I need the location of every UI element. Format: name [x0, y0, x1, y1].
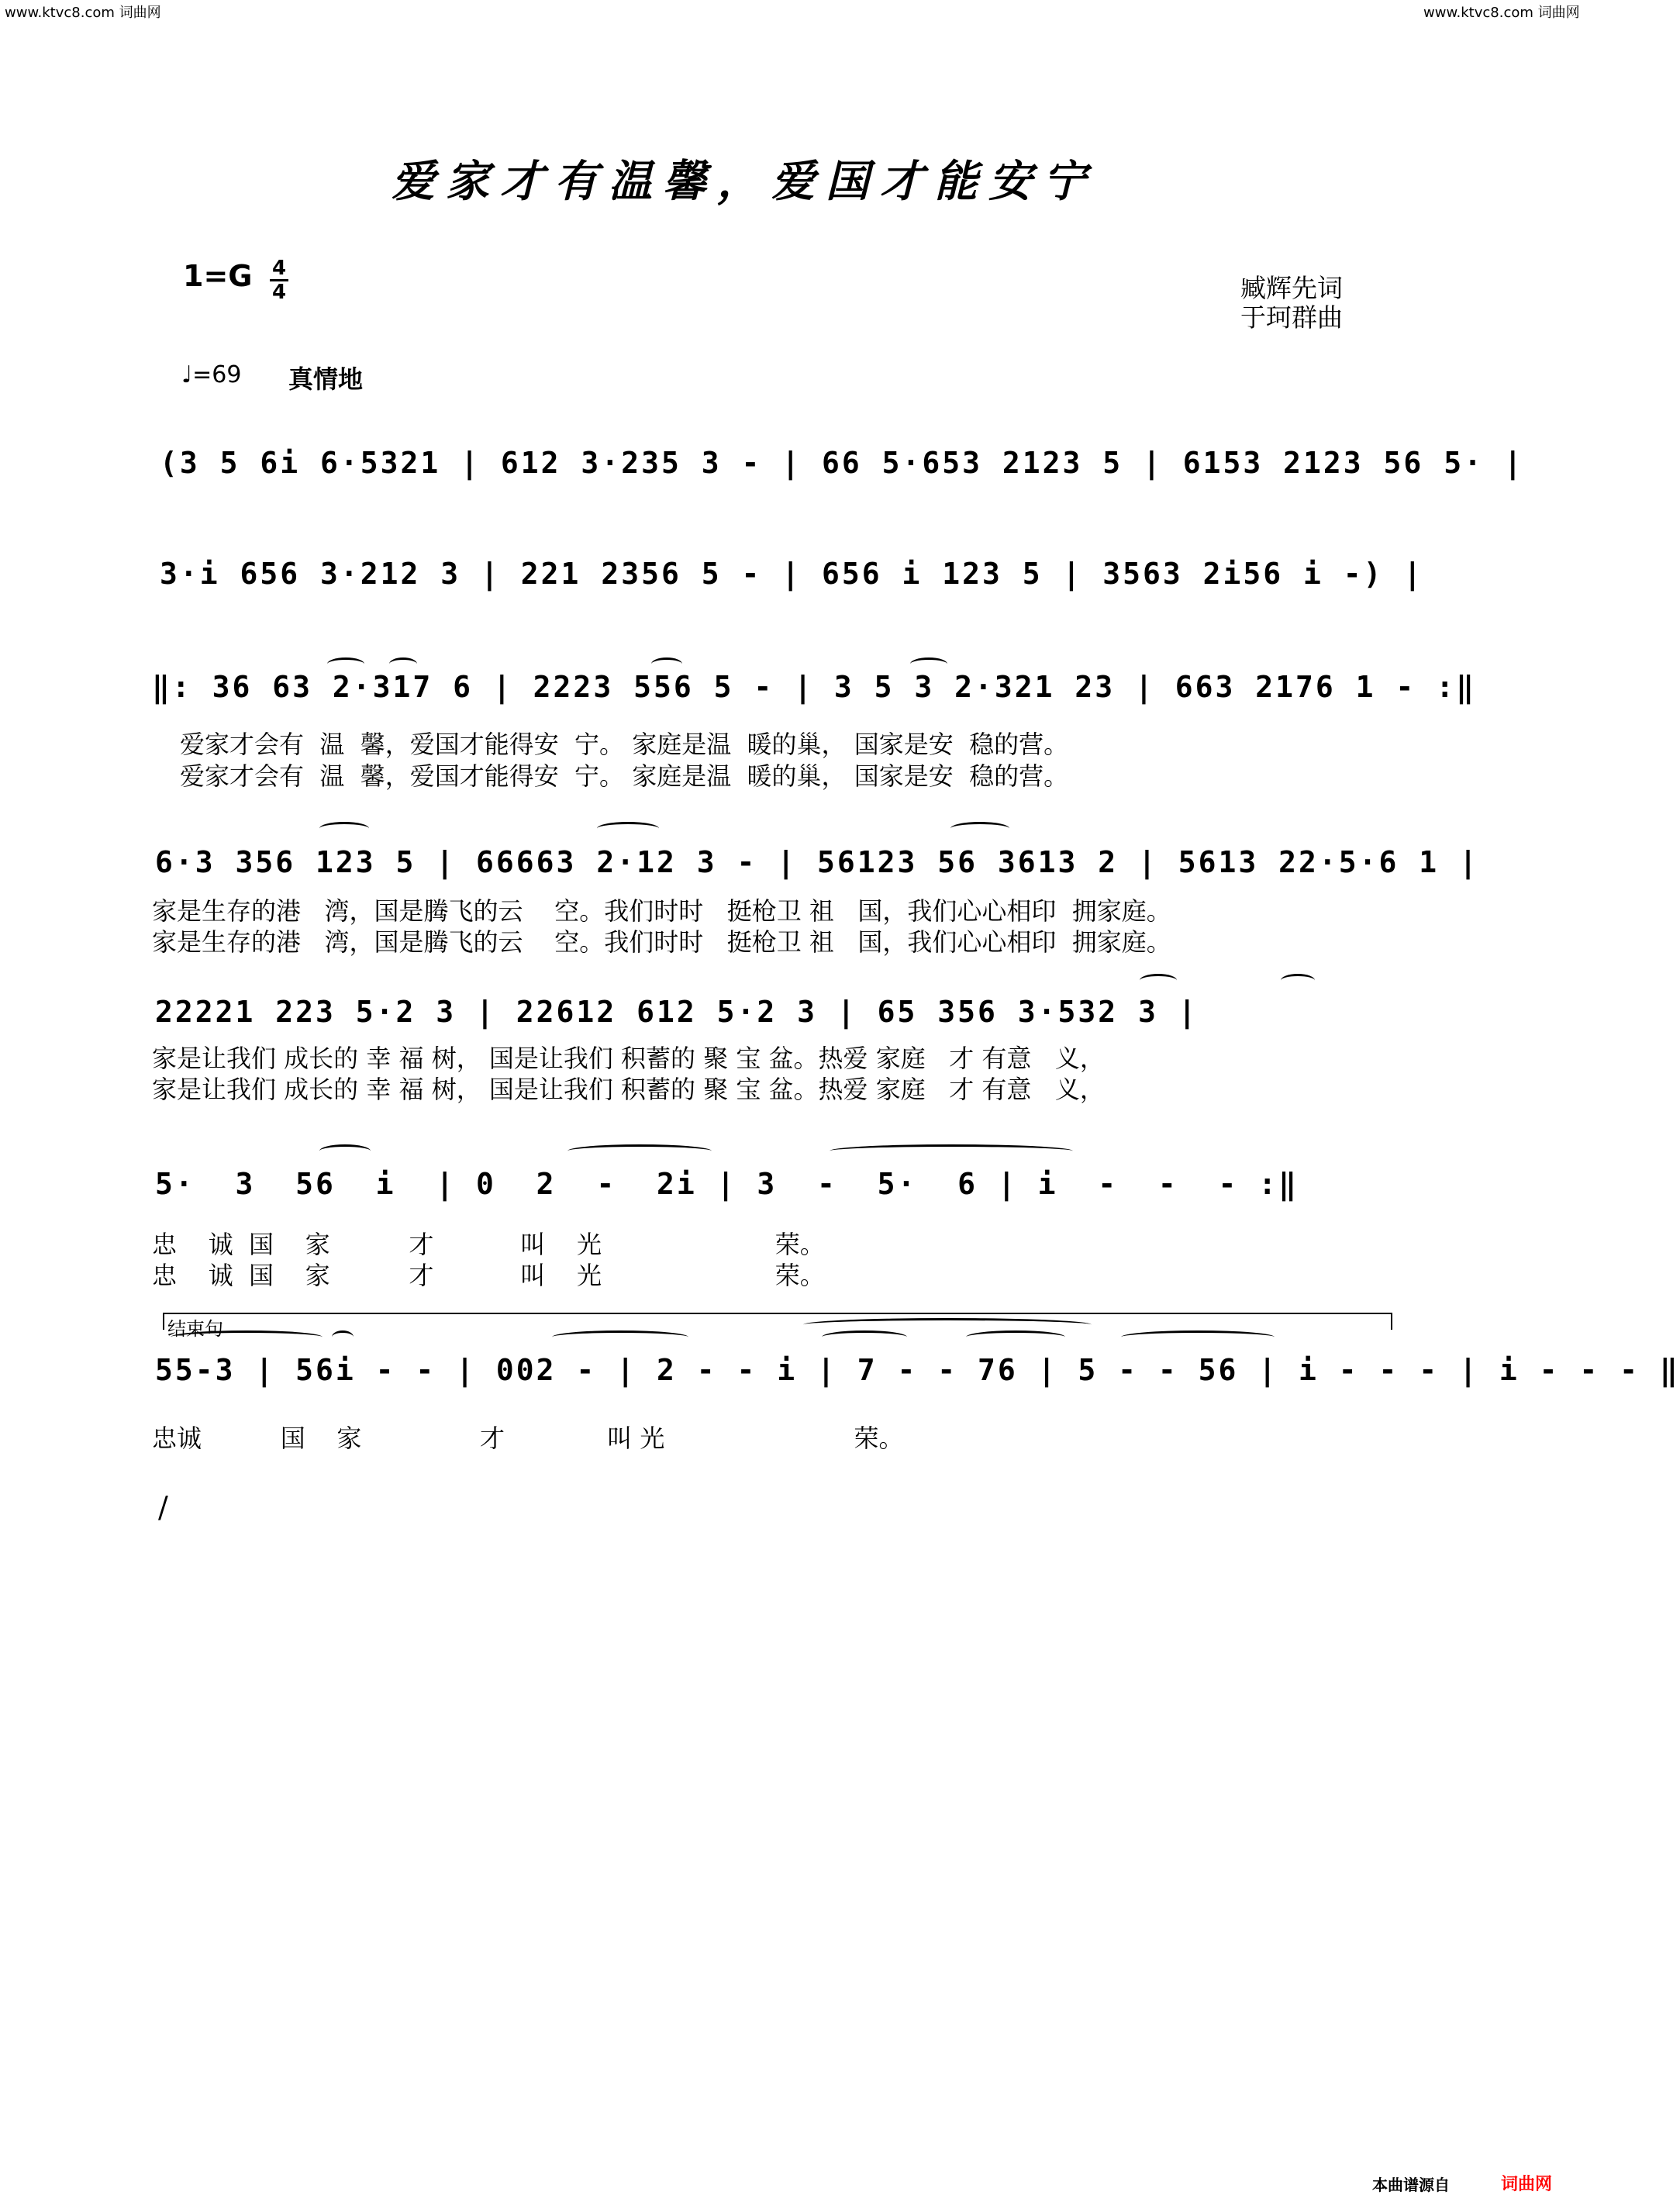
- score-row-7-notes: 55-3 | 56i - - | 002 - | 2 - - i | 7 - - 76 | 5 - - 56 | i - - - | i - - - ‖: [155, 1353, 1680, 1387]
- ending-label: 结束句: [167, 1318, 223, 1340]
- score-row-6-notes: 5· 3 56 i | 0 2 - 2i | 3 - 5· 6 | i - - - :‖: [155, 1167, 1299, 1201]
- slur-mark: [319, 1144, 371, 1158]
- score-row-5-notes: 22221 223 5·2 3 | 22612 612 5·2 3 | 65 356 3·532 3 |: [155, 995, 1199, 1029]
- slur-mark: [1121, 1330, 1275, 1344]
- score-row-4-notes: 6·3 356 123 5 | 66663 2·12 3 - | 56123 56 3613 2 | 5613 22·5·6 1 |: [155, 845, 1479, 879]
- site-url-left[interactable]: www.ktvc8.com 词曲网: [5, 5, 161, 21]
- time-signature-top: 4: [271, 257, 287, 280]
- slur-mark: [950, 822, 1009, 835]
- score-row-4-lyric-verse-1: 家是生存的港 湾，国是腾飞的云 空。我们时时 挺枪卫 祖 国，我们心心相印 拥家庭。: [152, 896, 1171, 926]
- slur-mark: [597, 822, 659, 835]
- score-row-7-lyric: 忠诚 国 家 才 叫 光 荣。: [152, 1424, 904, 1453]
- song-title: 爱家才有温馨，爱国才能安宁: [392, 156, 1097, 207]
- slur-mark: [332, 1330, 354, 1344]
- score-row-5-lyric-verse-1: 家是让我们 成长的 幸 福 树， 国是让我们 积蓄的 聚 宝 盆。热爱 家庭 才 有意 义，: [152, 1044, 1105, 1073]
- slur-mark: [651, 657, 682, 671]
- slur-mark: [803, 1318, 1092, 1331]
- site-url-right[interactable]: www.ktvc8.com 词曲网: [1423, 5, 1580, 21]
- score-row-3-notes: ‖: 36 63 2·317 6 | 2223 556 5 - | 3 5 3 2·321 23 | 663 2176 1 - :‖: [152, 670, 1476, 704]
- tempo-marking: ♩=69: [181, 361, 242, 388]
- slur-mark: [389, 657, 417, 671]
- mood-marking: 真情地: [288, 364, 364, 394]
- score-row-1-notes: (3 5 6i 6·5321 | 612 3·235 3 - | 66 5·653 2123 5 | 6153 2123 56 5· |: [160, 446, 1524, 480]
- score-row-6-lyric-verse-1: 忠 诚 国 家 才 叫 光 荣。: [152, 1230, 825, 1259]
- footer-source-label: 本曲谱源自: [1372, 2176, 1450, 2194]
- slur-mark: [1140, 974, 1177, 987]
- slur-mark: [1281, 974, 1315, 987]
- time-signature-bottom: 4: [270, 279, 288, 303]
- key-signature: 1=G: [183, 259, 253, 293]
- slur-mark: [171, 1330, 323, 1344]
- slur-mark: [822, 1330, 907, 1344]
- slur-mark: [327, 657, 364, 671]
- score-row-4-lyric-verse-2: 家是生存的港 湾，国是腾飞的云 空。我们时时 挺枪卫 祖 国，我们心心相印 拥家庭。: [152, 927, 1171, 957]
- slur-mark: [966, 1330, 1065, 1344]
- score-row-6-lyric-verse-2: 忠 诚 国 家 才 叫 光 荣。: [152, 1261, 825, 1290]
- slur-mark: [567, 1144, 712, 1158]
- footer-brand-logo[interactable]: 词曲网: [1501, 2175, 1553, 2194]
- score-row-5-lyric-verse-2: 家是让我们 成长的 幸 福 树， 国是让我们 积蓄的 聚 宝 盆。热爱 家庭 才 有意 义，: [152, 1075, 1105, 1104]
- slur-mark: [552, 1330, 688, 1344]
- slur-mark: [319, 822, 369, 835]
- time-signature: [270, 257, 288, 303]
- slur-mark: [830, 1144, 1073, 1158]
- score-row-2-notes: 3·i 656 3·212 3 | 221 2356 5 - | 656 i 123 5 | 3563 2i56 i -) |: [160, 557, 1424, 591]
- ending-bracket-right-tick: [1391, 1313, 1392, 1330]
- stray-slash-mark: /: [158, 1490, 168, 1524]
- score-row-3-lyric-verse-1: 爱家才会有 温 馨，爱国才能得安 宁。 家庭是温 暖的巢， 国家是安 稳的营。: [180, 730, 1069, 759]
- ending-bracket-line: [163, 1313, 1392, 1314]
- slur-mark: [910, 657, 947, 671]
- score-row-3-lyric-verse-2: 爱家才会有 温 馨，爱国才能得安 宁。 家庭是温 暖的巢， 国家是安 稳的营。: [180, 761, 1069, 791]
- lyricist-credit: 臧辉先词: [1240, 273, 1343, 303]
- composer-credit: 于珂群曲: [1240, 302, 1343, 333]
- ending-bracket-left-tick: [163, 1313, 164, 1330]
